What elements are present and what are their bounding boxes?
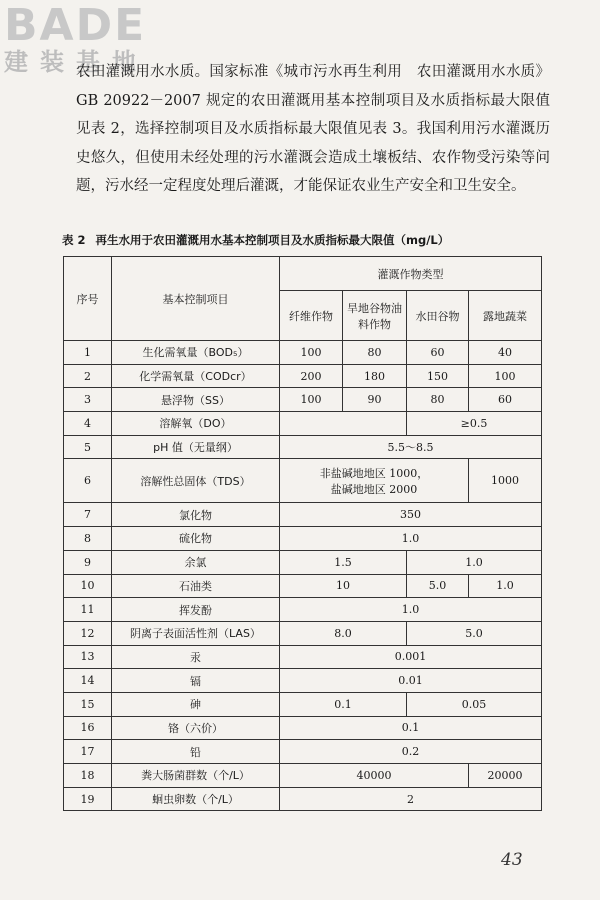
row-item: 铬（六价）: [112, 716, 280, 740]
row-item: 化学需氧量（CODcr）: [112, 364, 280, 388]
row-number: 16: [64, 716, 112, 740]
row-item: 硫化物: [112, 527, 280, 551]
value-cell: [280, 412, 407, 436]
row-number: 14: [64, 669, 112, 693]
table-row: [64, 740, 542, 764]
row-number: 10: [64, 574, 112, 598]
table-row: [64, 692, 542, 716]
header-crop-group: 灌溉作物类型: [280, 257, 542, 291]
value-cell: 100: [469, 364, 542, 388]
row-item: 挥发酚: [112, 598, 280, 622]
value-cell: 150: [407, 364, 469, 388]
row-number: 5: [64, 435, 112, 459]
row-number: 13: [64, 645, 112, 669]
value-cell: 100: [280, 388, 343, 412]
row-item: 粪大肠菌群数（个/L）: [112, 764, 280, 788]
value-cell: 0.05: [407, 692, 542, 716]
value-cell: 5.5～8.5: [280, 435, 542, 459]
table-row: [64, 621, 542, 645]
value-cell: 10: [280, 574, 407, 598]
page-number: 43: [501, 850, 523, 870]
table-row: [64, 341, 542, 365]
watermark-subtitle: 建装基地: [4, 48, 148, 76]
header-crop: 水田谷物: [407, 291, 469, 341]
value-cell: 0.01: [280, 669, 542, 693]
value-cell: 60: [407, 341, 469, 365]
table-row: [64, 764, 542, 788]
value-cell: 0.1: [280, 692, 407, 716]
value-cell: 80: [407, 388, 469, 412]
header-crop: 露地蔬菜: [469, 291, 542, 341]
row-number: 2: [64, 364, 112, 388]
watermark-brand: BADE: [4, 0, 147, 51]
table-row: [64, 574, 542, 598]
table-body: [64, 341, 542, 811]
table-row: [64, 716, 542, 740]
value-cell: 1.0: [407, 550, 542, 574]
row-number: 8: [64, 527, 112, 551]
table-row: [64, 459, 542, 503]
table-row: [64, 364, 542, 388]
body-paragraph: [76, 58, 550, 201]
value-cell: 200: [280, 364, 343, 388]
value-cell: 2: [280, 787, 542, 811]
row-item: 余氯: [112, 550, 280, 574]
row-number: 18: [64, 764, 112, 788]
table-row: [64, 503, 542, 527]
table-row: [64, 550, 542, 574]
row-number: 7: [64, 503, 112, 527]
header-crop: 旱地谷物油料作物: [343, 291, 407, 341]
value-cell: 5.0: [407, 621, 542, 645]
row-item: 石油类: [112, 574, 280, 598]
table-row: [64, 435, 542, 459]
value-cell: 1.0: [469, 574, 542, 598]
value-cell: 1000: [469, 459, 542, 503]
row-number: 6: [64, 459, 112, 503]
value-cell: 20000: [469, 764, 542, 788]
row-number: 15: [64, 692, 112, 716]
row-item: 生化需氧量（BOD₅）: [112, 341, 280, 365]
table-row: [64, 412, 542, 436]
row-item: 蛔虫卵数（个/L）: [112, 787, 280, 811]
table-row: [64, 669, 542, 693]
value-cell: 1.5: [280, 550, 407, 574]
table-row: [64, 645, 542, 669]
row-item: 砷: [112, 692, 280, 716]
row-number: 9: [64, 550, 112, 574]
value-cell: 80: [343, 341, 407, 365]
value-cell: 60: [469, 388, 542, 412]
value-cell: 100: [280, 341, 343, 365]
value-cell: ≥0.5: [407, 412, 542, 436]
row-number: 11: [64, 598, 112, 622]
table-row: [64, 527, 542, 551]
water-quality-table: [63, 256, 542, 811]
row-item: 溶解性总固体（TDS）: [112, 459, 280, 503]
value-cell: 180: [343, 364, 407, 388]
value-cell: 0.2: [280, 740, 542, 764]
table-row: [64, 598, 542, 622]
row-item: 铅: [112, 740, 280, 764]
row-number: 4: [64, 412, 112, 436]
row-item: 氯化物: [112, 503, 280, 527]
value-cell: 90: [343, 388, 407, 412]
header-item: 基本控制项目: [112, 257, 280, 341]
header-seq: 序号: [64, 257, 112, 341]
table-title: 再生水用于农田灌溉用水基本控制项目及水质指标最大限值（mg/L）: [95, 233, 450, 247]
row-item: 悬浮物（SS）: [112, 388, 280, 412]
row-number: 17: [64, 740, 112, 764]
row-number: 3: [64, 388, 112, 412]
value-cell: 1.0: [280, 527, 542, 551]
row-item: 镉: [112, 669, 280, 693]
row-item: pH 值（无量纲）: [112, 435, 280, 459]
row-number: 19: [64, 787, 112, 811]
row-item: 阴离子表面活性剂（LAS）: [112, 621, 280, 645]
table-number: 表 2: [62, 233, 86, 247]
value-cell: 0.1: [280, 716, 542, 740]
header-crop: 纤维作物: [280, 291, 343, 341]
row-number: 1: [64, 341, 112, 365]
value-cell: 1.0: [280, 598, 542, 622]
table-caption: [62, 232, 542, 248]
table-row: [64, 388, 542, 412]
row-number: 12: [64, 621, 112, 645]
value-cell: 40000: [280, 764, 469, 788]
value-cell: 0.001: [280, 645, 542, 669]
value-cell: 40: [469, 341, 542, 365]
paragraph-text: 农田灌溉用水水质。国家标准《城市污水再生利用 农田灌溉用水水质》GB 20922－2007 规定的农田灌溉用基本控制项目及水质指标最大限值见表 2，选择控制项目及水质指标最大限值见表 3。我国利用污水灌溉历史悠久，但使用未经处理的污水灌溉会造成土壤板结、农作物受污染等问题，污水经一定程度处理后灌溉，才能保证农业生产安全和卫生安全。: [76, 64, 550, 194]
value-cell: 非盐碱地地区 1000， 盐碱地地区 2000: [280, 459, 469, 503]
value-cell: 5.0: [407, 574, 469, 598]
value-cell: 8.0: [280, 621, 407, 645]
value-cell: 350: [280, 503, 542, 527]
row-item: 汞: [112, 645, 280, 669]
table-row: [64, 787, 542, 811]
row-item: 溶解氧（DO）: [112, 412, 280, 436]
